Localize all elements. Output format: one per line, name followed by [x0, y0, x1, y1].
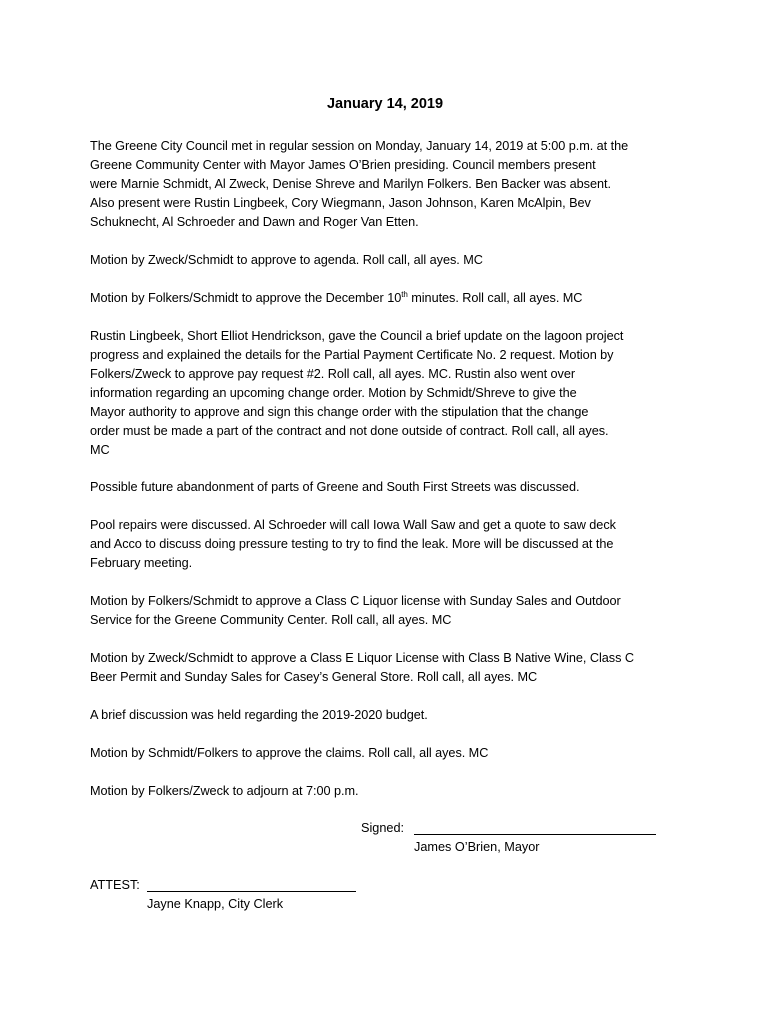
attest-line: [147, 891, 356, 892]
text-line: Also present were Rustin Lingbeek, Cory Wiegmann, Jason Johnson, Karen McAlpin, Bev: [90, 196, 591, 210]
paragraph-adjourn: [90, 782, 686, 801]
text-line: February meeting.: [90, 556, 193, 570]
paragraph-budget: [90, 706, 686, 725]
text-line: Motion by Zweck/Schmidt to approve a Class E Liquor License with Class B Native Wine, Class C: [90, 651, 634, 665]
text-line: The Greene City Council met in regular session on Monday, January 14, 2019 at 5:00 p.m. at the: [90, 139, 629, 153]
text-segment: Motion by Folkers/Schmidt to approve the December 10: [90, 291, 402, 305]
signature-line: [414, 834, 656, 835]
paragraph-pool: [90, 516, 686, 573]
text-segment: minutes. Roll call, all ayes. MC: [407, 291, 583, 305]
text-line: Beer Permit and Sunday Sales for Casey’s General Store. Roll call, all ayes. MC: [90, 670, 538, 684]
text-line: progress and explained the details for the Partial Payment Certificate No. 2 request. Motion by: [90, 348, 614, 362]
text-line: A brief discussion was held regarding the 2019-2020 budget.: [90, 708, 428, 722]
paragraph-intro: [90, 137, 686, 232]
ordinal-suffix: th: [401, 289, 408, 299]
text-line: Folkers/Zweck to approve pay request #2. Roll call, all ayes. MC. Rustin also went over: [90, 367, 576, 381]
text-line: Possible future abandonment of parts of Greene and South First Streets was discussed.: [90, 480, 580, 494]
text-line: Motion by Zweck/Schmidt to approve to agenda. Roll call, all ayes. MC: [90, 253, 483, 267]
paragraph-minutes: [90, 289, 686, 308]
text-line: MC: [90, 443, 110, 457]
text-line: information regarding an upcoming change order. Motion by Schmidt/Shreve to give the: [90, 386, 577, 400]
text-line: and Acco to discuss doing pressure testing to try to find the leak. More will be discussed at the: [90, 537, 614, 551]
text-line: Mayor authority to approve and sign this change order with the stipulation that the change: [90, 405, 589, 419]
clerk-name: Jayne Knapp, City Clerk: [147, 897, 284, 911]
text-line: [90, 289, 686, 308]
page-title: January 14, 2019: [326, 96, 444, 112]
text-line: Motion by Schmidt/Folkers to approve the claims. Roll call, all ayes. MC: [90, 746, 489, 760]
paragraph-lagoon: [90, 327, 686, 460]
text-line: order must be made a part of the contract and not done outside of contract. Roll call, all ayes.: [90, 424, 609, 438]
text-line: Schuknecht, Al Schroeder and Dawn and Roger Van Etten.: [90, 215, 419, 229]
text-line: Motion by Folkers/Schmidt to approve a Class C Liquor license with Sunday Sales and Outdoor: [90, 594, 621, 608]
text-line: Service for the Greene Community Center. Roll call, all ayes. MC: [90, 613, 452, 627]
text-line: Greene Community Center with Mayor James O’Brien presiding. Council members present: [90, 158, 596, 172]
signed-label: Signed:: [361, 821, 405, 835]
paragraph-claims: [90, 744, 686, 763]
paragraph-liquor-e: [90, 649, 686, 687]
text-line: Pool repairs were discussed. Al Schroeder will call Iowa Wall Saw and get a quote to saw deck: [90, 518, 616, 532]
mayor-name: James O’Brien, Mayor: [414, 840, 540, 854]
text-line: Motion by Folkers/Zweck to adjourn at 7:00 p.m.: [90, 784, 359, 798]
paragraph-streets: [90, 478, 686, 497]
paragraph-liquor-c: [90, 592, 686, 630]
attest-label: ATTEST:: [90, 878, 140, 892]
text-line: Rustin Lingbeek, Short Elliot Hendrickson, gave the Council a brief update on the lagoon project: [90, 329, 624, 343]
text-line: were Marnie Schmidt, Al Zweck, Denise Shreve and Marilyn Folkers. Ben Backer was absent.: [90, 177, 611, 191]
paragraph-agenda: [90, 251, 686, 270]
